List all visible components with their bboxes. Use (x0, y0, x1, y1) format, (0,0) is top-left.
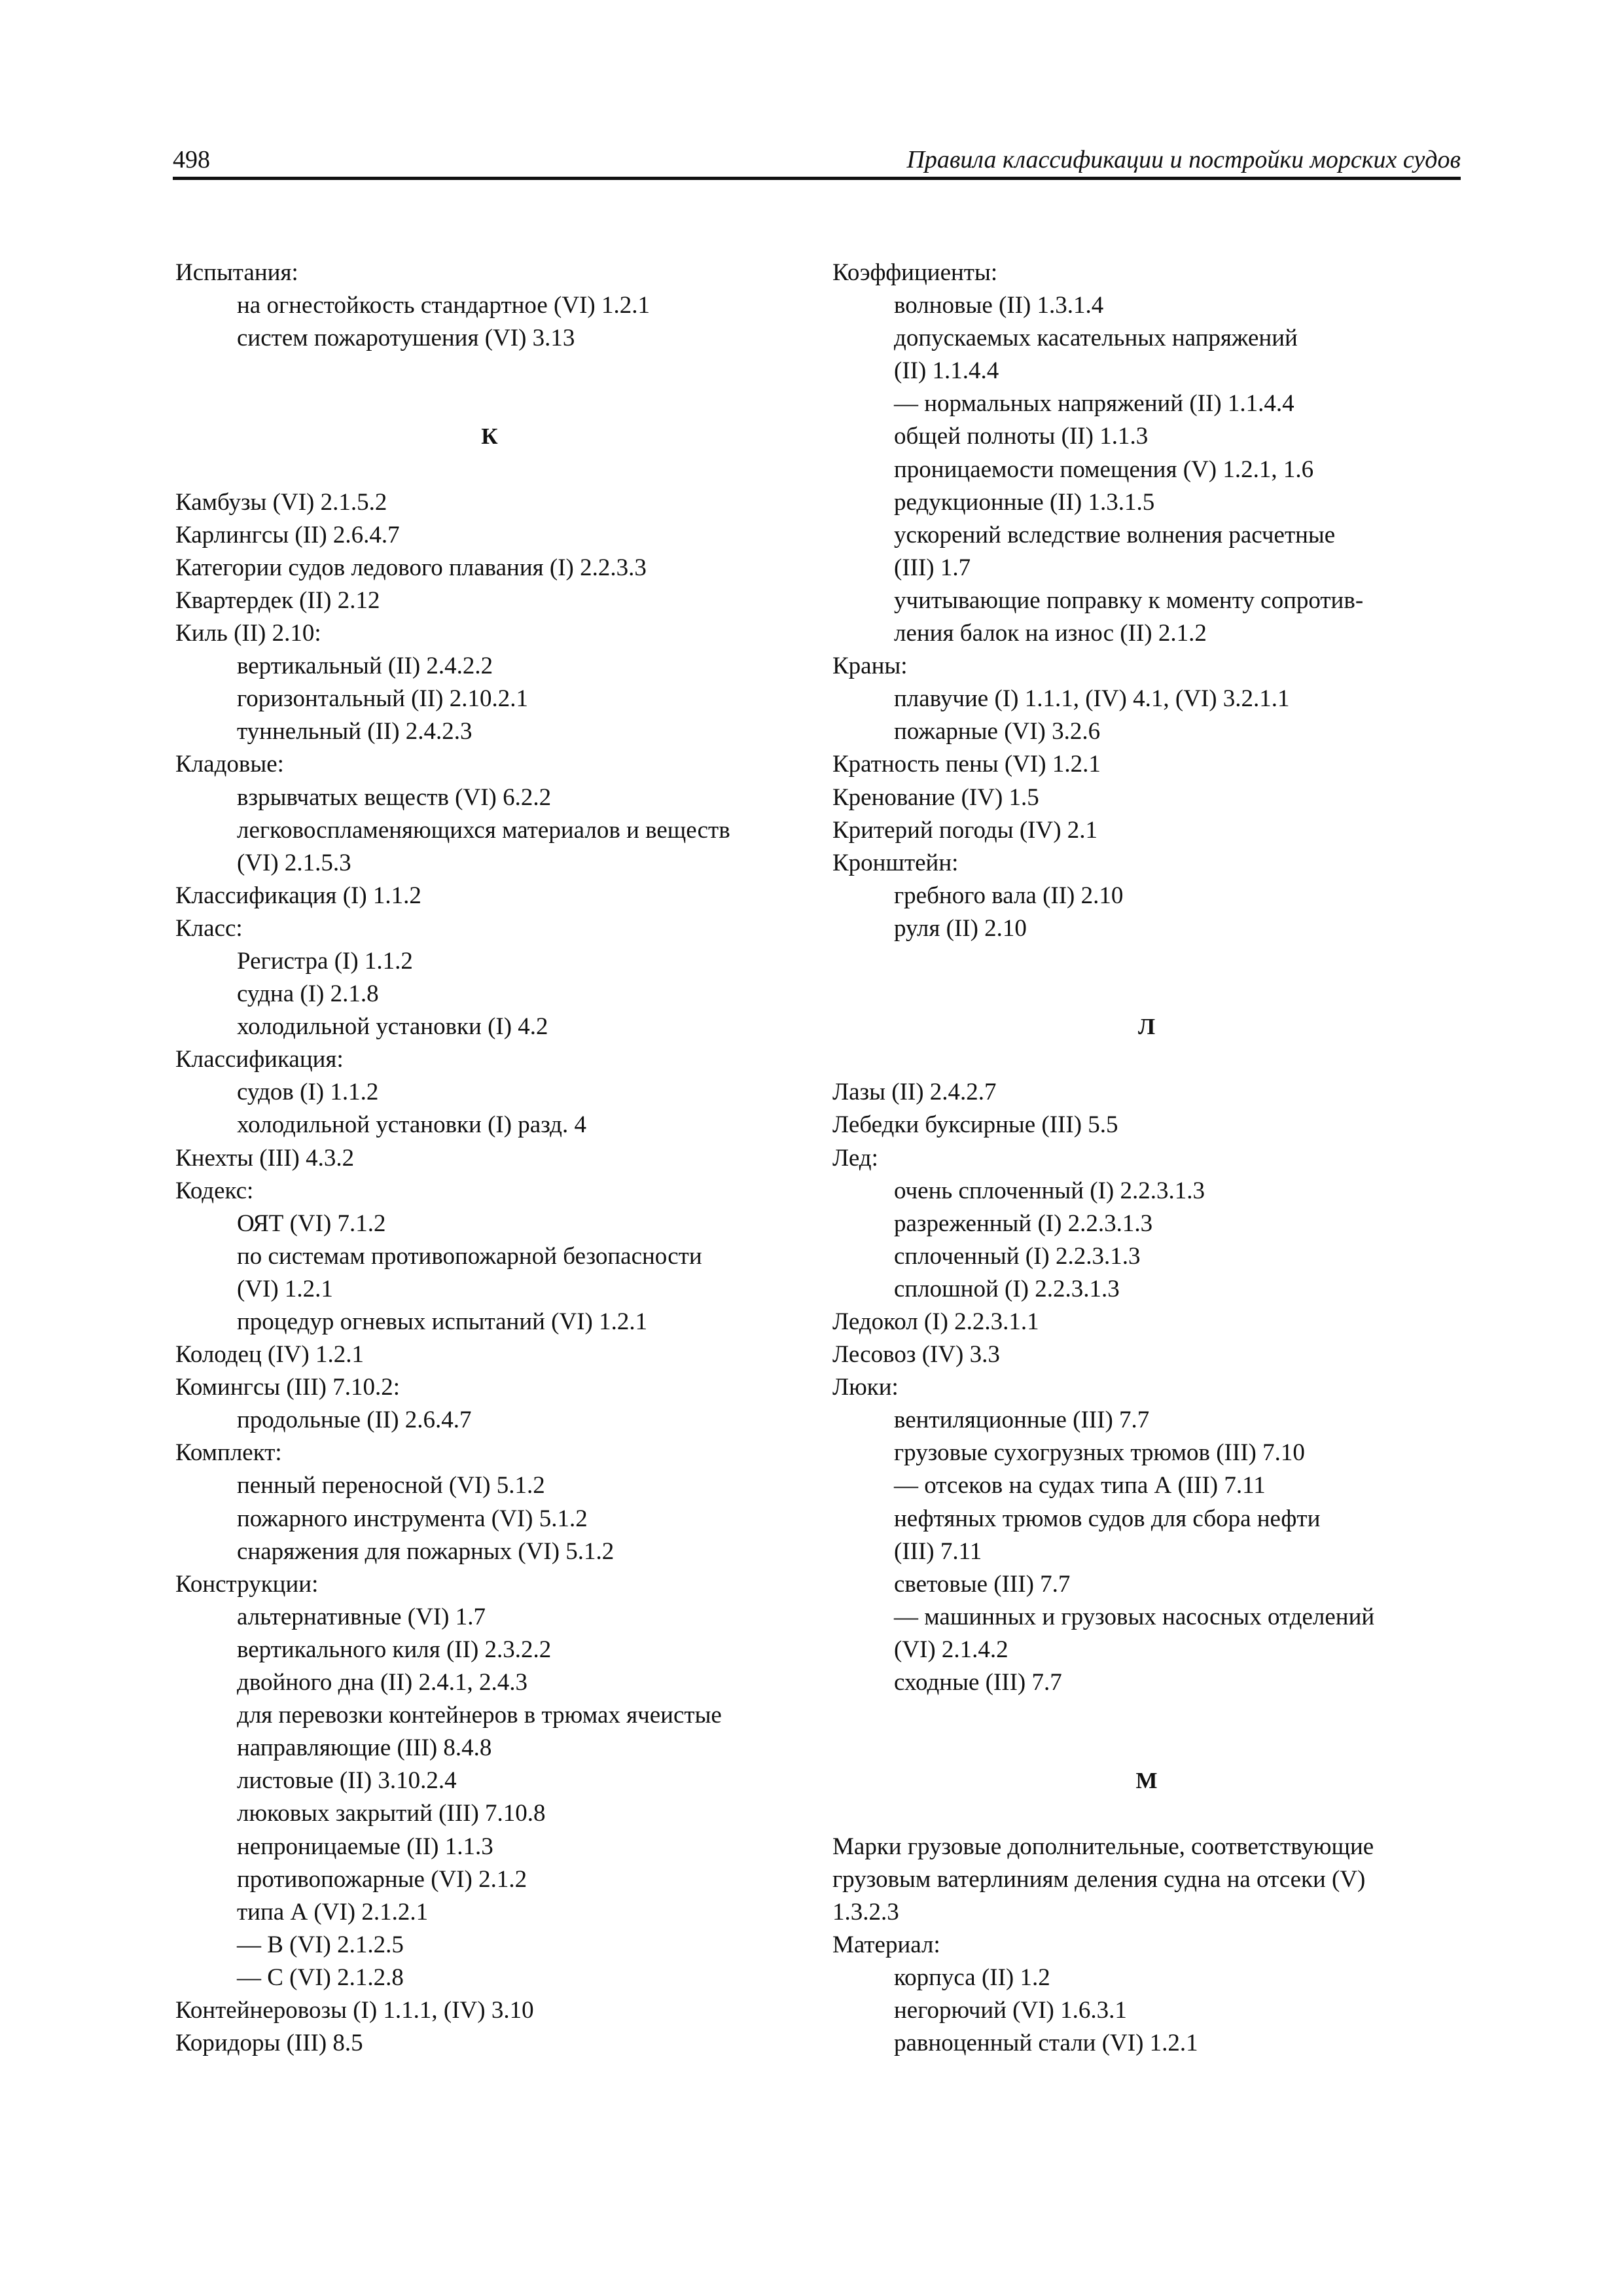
blank-line (175, 387, 804, 420)
index-subentry: вертикального киля (II) 2.3.2.2 (237, 1636, 552, 1663)
header-rule (173, 177, 1461, 180)
index-subentry: вертикальный (II) 2.4.2.2 (237, 653, 493, 680)
index-subentry: люковых закрытий (III) 7.10.8 (237, 1800, 546, 1827)
index-subentry: двойного дна (II) 2.4.1, 2.4.3 (237, 1669, 527, 1696)
section-letter-heading: Л (1137, 1014, 1156, 1040)
index-subentry: пенный переносной (VI) 5.1.2 (237, 1472, 545, 1499)
page-number: 498 (173, 146, 210, 173)
index-entry: Комингсы (III) 7.10.2: (175, 1374, 400, 1401)
index-subentry: редукционные (II) 1.3.1.5 (894, 488, 1155, 516)
index-subentry: — С (VI) 2.1.2.8 (237, 1964, 404, 1991)
index-subentry: равноценный стали (VI) 1.2.1 (894, 2030, 1198, 2057)
index-subentry: систем пожаротушения (VI) 3.13 (237, 325, 575, 352)
index-entry: Категории судов ледового плавания (I) 2.2.3.3 (175, 554, 647, 581)
index-subentry: снаряжения для пожарных (VI) 5.1.2 (237, 1537, 615, 1565)
index-entry: Кренование (IV) 1.5 (832, 783, 1039, 811)
index-subentry: процедур огневых испытаний (VI) 1.2.1 (237, 1308, 648, 1335)
index-entry: Испытания: (175, 259, 298, 286)
section-letter-heading: М (1135, 1768, 1158, 1794)
index-subentry: типа А (VI) 2.1.2.1 (237, 1898, 429, 1926)
index-column-left (175, 257, 804, 2060)
index-subentry: продольные (II) 2.6.4.7 (237, 1407, 472, 1434)
index-subentry: взрывчатых веществ (VI) 6.2.2 (237, 783, 552, 811)
index-subentry: для перевозки контейнеров в трюмах ячеистые (237, 1702, 722, 1729)
index-subentry: — В (VI) 2.1.2.5 (237, 1931, 404, 1958)
index-subentry: гребного вала (II) 2.10 (894, 882, 1124, 909)
blank-line (832, 945, 1461, 978)
blank-line (832, 1043, 1461, 1076)
index-entry: Краны: (832, 653, 908, 680)
index-subentry: корпуса (II) 1.2 (894, 1964, 1050, 1991)
index-entry: Кратность пены (VI) 1.2.1 (832, 751, 1101, 778)
index-entry: Кнехты (III) 4.3.2 (175, 1144, 355, 1172)
index-subentry: — машинных и грузовых насосных отделений (894, 1603, 1375, 1630)
index-entry: Классификация (I) 1.1.2 (175, 882, 421, 909)
index-subentry: допускаемых касательных напряжений (894, 325, 1298, 352)
index-subentry: на огнестойкость стандартное (VI) 1.2.1 (237, 292, 650, 319)
index-subentry: нефтяных трюмов судов для сбора нефти (894, 1505, 1321, 1532)
index-entry: Конструкции: (175, 1570, 319, 1598)
index-subentry: непроницаемые (II) 1.1.3 (237, 1833, 493, 1860)
index-subentry: (III) 7.11 (894, 1537, 982, 1565)
index-entry: Люки: (832, 1374, 899, 1401)
index-subentry: холодильной установки (I) 4.2 (237, 1013, 548, 1041)
index-entry: Квартердек (II) 2.12 (175, 586, 380, 614)
index-subentry: (III) 1.7 (894, 554, 971, 581)
index-entry: Коридоры (III) 8.5 (175, 2030, 363, 2057)
index-subentry: направляющие (III) 8.4.8 (237, 1734, 492, 1762)
index-subentry: (VI) 2.1.5.3 (237, 849, 351, 876)
index-entry: Ледокол (I) 2.2.3.1.1 (832, 1308, 1039, 1335)
index-subentry: очень сплоченный (I) 2.2.3.1.3 (894, 1177, 1205, 1204)
index-entry: Комплект: (175, 1439, 282, 1467)
index-subentry: — отсеков на судах типа А (III) 7.11 (894, 1472, 1266, 1499)
index-subentry: горизонтальный (II) 2.10.2.1 (237, 685, 528, 713)
index-subentry: грузовые сухогрузных трюмов (III) 7.10 (894, 1439, 1305, 1467)
index-subentry: (II) 1.1.4.4 (894, 357, 999, 385)
index-entry: Колодец (IV) 1.2.1 (175, 1341, 364, 1369)
index-subentry: судов (I) 1.1.2 (237, 1079, 379, 1106)
index-entry: Лебедки буксирные (III) 5.5 (832, 1111, 1118, 1139)
index-subentry: плавучие (I) 1.1.1, (IV) 4.1, (VI) 3.2.1.1 (894, 685, 1290, 713)
index-subentry: легковоспламеняющихся материалов и веществ (237, 816, 730, 844)
index-entry: Камбузы (VI) 2.1.5.2 (175, 488, 387, 516)
index-entry: 1.3.2.3 (832, 1898, 899, 1926)
index-subentry: Регистра (I) 1.1.2 (237, 947, 413, 975)
index-entry: Коэффициенты: (832, 259, 998, 286)
index-subentry: — нормальных напряжений (II) 1.1.4.4 (894, 390, 1294, 418)
index-subentry: сплошной (I) 2.2.3.1.3 (894, 1275, 1120, 1302)
index-subentry: сплоченный (I) 2.2.3.1.3 (894, 1242, 1141, 1270)
index-subentry: ления балок на износ (II) 2.1.2 (894, 620, 1207, 647)
index-entry: Классификация: (175, 1046, 344, 1073)
blank-line (175, 454, 804, 486)
index-entry: Лесовоз (IV) 3.3 (832, 1341, 1000, 1369)
section-letter-heading: К (481, 423, 498, 450)
running-title: Правила классификации и постройки морских судов (906, 146, 1461, 173)
index-subentry: вентиляционные (III) 7.7 (894, 1407, 1150, 1434)
index-subentry: холодильной установки (I) разд. 4 (237, 1111, 586, 1139)
index-subentry: по системам противопожарной безопасности (237, 1242, 702, 1270)
blank-line (832, 1797, 1461, 1830)
blank-line (832, 1699, 1461, 1732)
index-subentry: руля (II) 2.10 (894, 914, 1027, 942)
index-subentry: (VI) 1.2.1 (237, 1275, 333, 1302)
index-entry: грузовым ватерлиниям деления судна на отсеки (V) (832, 1865, 1366, 1893)
index-entry: Критерий погоды (IV) 2.1 (832, 816, 1098, 844)
index-subentry: учитывающие поправку к моменту сопротив- (894, 586, 1364, 614)
index-entry: Кронштейн: (832, 849, 959, 876)
index-subentry: световые (III) 7.7 (894, 1570, 1071, 1598)
index-subentry: пожарные (VI) 3.2.6 (894, 718, 1101, 745)
index-subentry: волновые (II) 1.3.1.4 (894, 292, 1104, 319)
index-subentry: судна (I) 2.1.8 (237, 980, 379, 1008)
index-entry: Марки грузовые дополнительные, соответствующие (832, 1833, 1374, 1860)
page-header (173, 145, 1461, 178)
blank-line (832, 1732, 1461, 1765)
index-subentry: негорючий (VI) 1.6.3.1 (894, 1996, 1127, 2024)
index-entry: Кладовые: (175, 751, 284, 778)
index-column-right (832, 257, 1461, 2060)
index-entry: Материал: (832, 1931, 940, 1958)
index-entry: Контейнеровозы (I) 1.1.1, (IV) 3.10 (175, 1996, 534, 2024)
index-subentry: ОЯТ (VI) 7.1.2 (237, 1210, 386, 1237)
index-subentry: противопожарные (VI) 2.1.2 (237, 1865, 527, 1893)
index-entry: Киль (II) 2.10: (175, 620, 321, 647)
index-subentry: разреженный (I) 2.2.3.1.3 (894, 1210, 1153, 1237)
index-subentry: проницаемости помещения (V) 1.2.1, 1.6 (894, 456, 1314, 483)
index-subentry: общей полноты (II) 1.1.3 (894, 423, 1149, 450)
index-subentry: альтернативные (VI) 1.7 (237, 1603, 486, 1630)
index-subentry: пожарного инструмента (VI) 5.1.2 (237, 1505, 588, 1532)
index-entry: Кодекс: (175, 1177, 254, 1204)
index-subentry: туннельный (II) 2.4.2.3 (237, 718, 473, 745)
index-subentry: (VI) 2.1.4.2 (894, 1636, 1008, 1663)
blank-line (832, 978, 1461, 1011)
index-entry: Лазы (II) 2.4.2.7 (832, 1079, 997, 1106)
index-entry: Карлингсы (II) 2.6.4.7 (175, 521, 400, 548)
index-subentry: ускорений вследствие волнения расчетные (894, 521, 1336, 548)
index-entry: Класс: (175, 914, 243, 942)
index-subentry: листовые (II) 3.10.2.4 (237, 1767, 457, 1795)
index-subentry: сходные (III) 7.7 (894, 1669, 1062, 1696)
blank-line (175, 355, 804, 387)
index-entry: Лед: (832, 1144, 878, 1172)
